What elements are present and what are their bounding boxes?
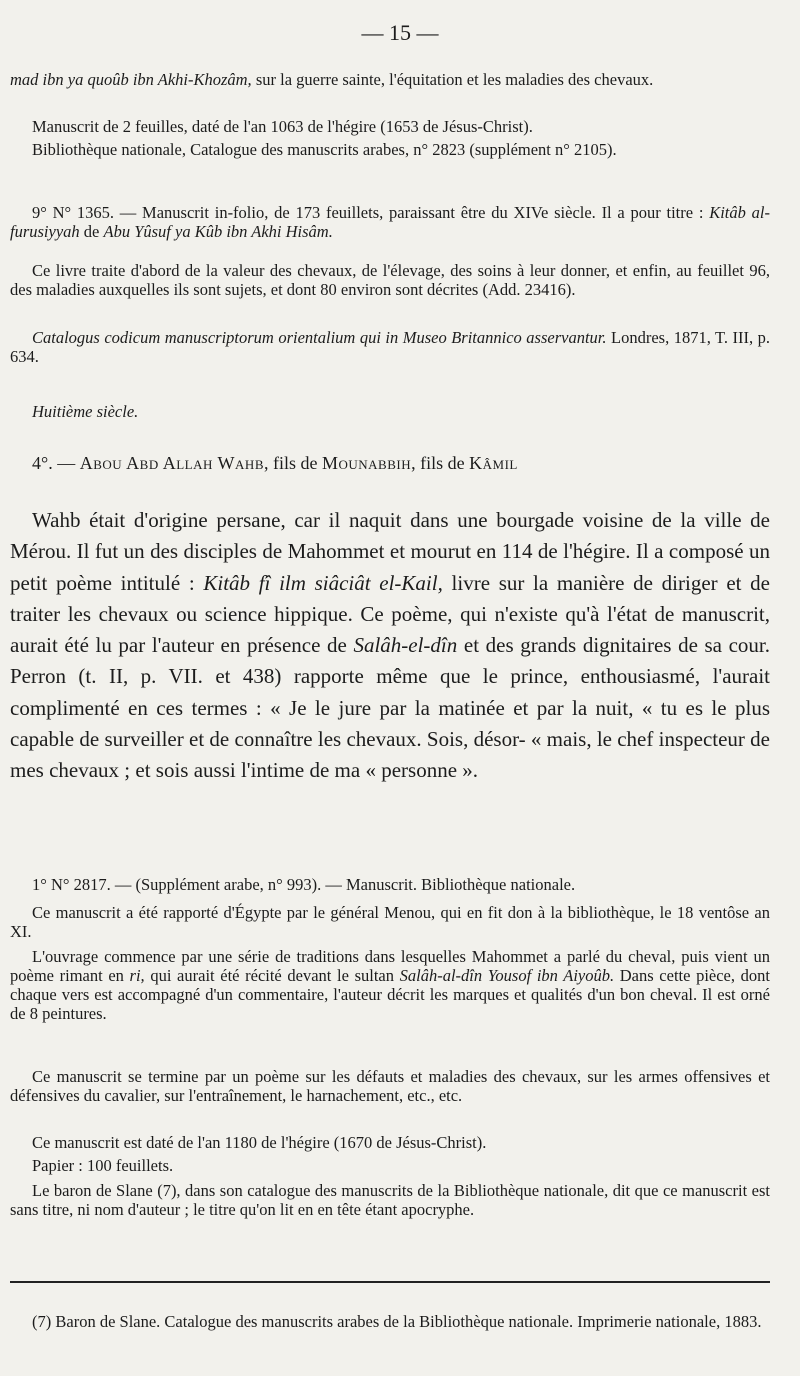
person-name: Salâh-el-dîn (353, 633, 458, 658)
page-number: — 15 — (361, 20, 439, 45)
paragraph-14: Papier : 100 feuillets. (32, 1156, 174, 1175)
section-heading: Huitième siècle. (32, 402, 139, 421)
work-title: mad ibn ya quoûb ibn Akhi-Khozâm, (10, 70, 252, 89)
work-title: Kitâb al-furusiyyah (10, 203, 770, 241)
paragraph-13: Ce manuscrit est daté de l'an 1180 de l'hégire (1670 de Jésus-Christ). (32, 1133, 487, 1152)
main-paragraph: Wahb était d'origine persane, car il naquit dans une bourgade voisine de la ville de Mérou. Il fut un des disciples de Mahommet et mourut en 114 de l'hégire. Il a composé un petit poème intitulé : Kitâb fî ilm siâciât el-Kail, livre sur la manière de diriger et de traiter les chevaux ou science hippique. Ce poème, qui n'existe qu'à l'état de manuscrit, aurait été lu par l'auteur en présence de Salâh-el-dîn et des grands dignitaires de sa cour. Perron (t. II, p. VII. et 438) rapporte même que le prince, enthousiasmé, l'aurait complimenté en ces termes : « Je le jure par la matinée et par la nuit, « tu es le plus capable de surveiller et de connaître les chevaux. Sois, désor- « mais, le chef inspecteur de mes chevaux ; et sois aussi l'intime de ma « personne ». (10, 508, 771, 783)
paragraph-12: Ce manuscrit se termine par un poème sur les défauts et maladies des chevaux, sur les armes offensives et défensives du cavalier, sur l'entraînement, le harnachement, etc., etc. (10, 1067, 770, 1105)
catalog-reference: Catalogus codicum manuscriptorum orientalium qui in Museo Britannico asservantur. Londres, 1871, T. III, p. 634. (10, 328, 770, 366)
paragraph-2: Manuscrit de 2 feuilles, daté de l'an 1063 de l'hégire (1653 de Jésus-Christ). (32, 117, 533, 136)
paragraph-5: Ce livre traite d'abord de la valeur des chevaux, de l'élevage, des soins à leur donner, et enfin, au feuillet 96, des maladies auxquelles ils sont sujets, et dont 80 environ sont décrites (Add. 23416). (10, 261, 770, 299)
paragraph-10: Ce manuscrit a été rapporté d'Égypte par le général Menou, qui en fit don à la bibliothèque, le 18 ventôse an XI. (10, 903, 770, 941)
paragraph-3: Bibliothèque nationale, Catalogue des manuscrits arabes, n° 2823 (supplément n° 2105). (32, 140, 617, 159)
catalog-title: Catalogus codicum manuscriptorum orientalium qui in Museo Britannico asservantur. (32, 328, 607, 347)
father-name: Mounabbih (322, 453, 412, 473)
author-name: Abou Abd Allah Wahb (79, 453, 264, 473)
sultan-name: Salâh-al-dîn Yousof ibn Aiyoûb. (399, 966, 615, 985)
entry-9: 9° N° 1365. — Manuscrit in-folio, de 173 feuillets, paraissant être du XIVe siècle. Il a pour titre : Kitâb al-furusiyyah de Abu Yûsuf ya Kûb ibn Akhi Hisâm. (10, 203, 770, 241)
footnote: (7) Baron de Slane. Catalogue des manuscrits arabes de la Bibliothèque nationale. Imprimerie nationale, 1883. (32, 1312, 762, 1331)
poem-title: Kitâb fî ilm siâciât el-Kail, (203, 570, 443, 595)
entry-1: 1° N° 2817. — (Supplément arabe, n° 993). — Manuscrit. Bibliothèque nationale. (32, 875, 576, 894)
grandfather-name: Kâmil (469, 453, 518, 473)
paragraph-11: L'ouvrage commence par une série de traditions dans lesquelles Mahommet a parlé du cheval, puis vient un poème rimant en ri, qui aurait été récité devant le sultan Salâh-al-dîn Yousof ibn Aiyoûb. Dans cette pièce, dont chaque vers est accompagné d'un commentaire, l'auteur décrit les marques et qualités d'un bon cheval. Il est orné de 8 peintures. (10, 947, 770, 1023)
paragraph-15: Le baron de Slane (7), dans son catalogue des manuscrits de la Bibliothèque nationale, dit que ce manuscrit est sans titre, ni nom d'auteur ; le titre qu'on lit en en tête étant apocryphe. (10, 1181, 770, 1219)
author-heading: 4°. — Abou Abd Allah Wahb, fils de Mounabbih, fils de Kâmil (32, 453, 518, 473)
rhyme: ri, (129, 966, 145, 985)
paragraph-1: mad ibn ya quoûb ibn Akhi-Khozâm, sur la guerre sainte, l'équitation et les maladies des chevaux. (10, 70, 654, 89)
author-name: Abu Yûsuf ya Kûb ibn Akhi Hisâm. (103, 222, 333, 241)
footnote-rule (10, 1281, 770, 1283)
